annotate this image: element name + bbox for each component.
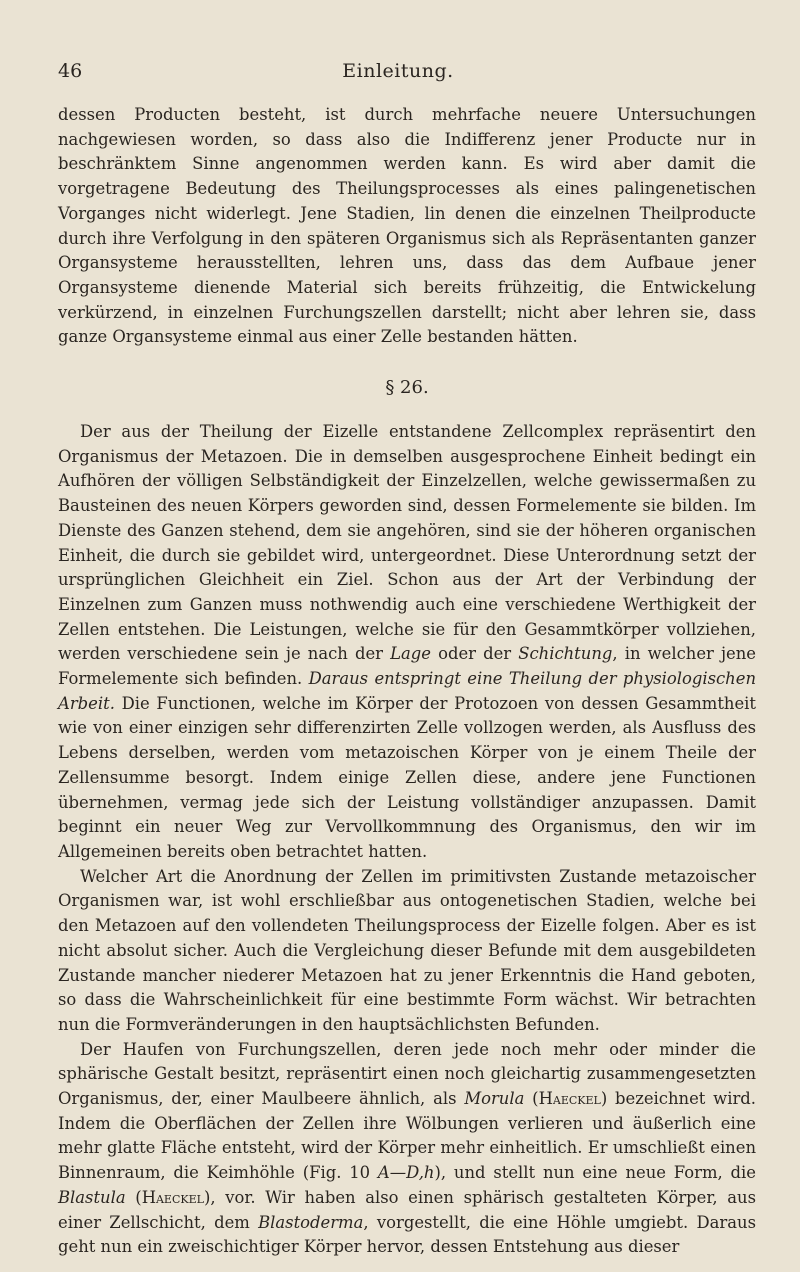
text-run: Die Functionen, welche im Körper der Protozoen von dessen Gesammtheit wie von einer einzigen sehr differenzirten Zelle vollzogen werden, als Ausfluss des Lebens derselben, werden vom metazoischen Körper von je einem Theile der Zellensumme besorgt. Indem einige Zellen diese, andere jene Functionen übernehmen, vermag jede sich der Leistung vollständiger anzupassen. Damit beginnt ein neuer Weg zur Vervollkommnung des Organismus, den wir im Allgemeinen bereits oben betrachtet hatten. (58, 693, 756, 861)
term-blastoderma: Blastoderma (258, 1212, 364, 1232)
page-header (58, 60, 738, 90)
page-number: 46 (58, 60, 83, 82)
term-blastula: Blastula (58, 1187, 126, 1207)
body-text (58, 103, 756, 1260)
author-haeckel: Haeckel (538, 1089, 601, 1109)
text-run: oder der (430, 644, 519, 664)
paragraph-4 (58, 1038, 756, 1260)
text-run: ) bezeichnet wird. Indem die Oberflächen der Zellen ihre Wölbungen verlieren und äußerlich eine mehr glatte Fläche entsteht, wird der Körper mehr einheitlich. Er umschließt einen Binnenraum, die Keimhöhle (Fig. 10 (58, 1089, 756, 1183)
paragraph-3: Welcher Art die Anordnung der Zellen im primitivsten Zustande metazoischer Organismen war, ist wohl erschließbar aus ontogenetischen Stadien, welche bei den Metazoen auf den vollendeten Theilungsprocess der Eizelle folgen. Aber es ist nicht absolut sicher. Auch die Vergleichung dieser Befunde mit dem ausgebildeten Zustande mancher niederer Metazoen hat zu jener Erkenntnis die Hand geboten, so dass die Wahrscheinlichkeit für eine bestimmte Form wächst. Wir betrachten nun die Formveränderungen in den hauptsächlichsten Befunden. (58, 866, 756, 1034)
emphasis-thesis: Daraus entspringt eine Theilung der physiologischen Arbeit. (58, 669, 756, 713)
paragraph-2 (58, 420, 756, 865)
section-heading: § 26. (385, 377, 429, 399)
paragraph-1: dessen Producten besteht, ist durch mehrfache neuere Untersuchungen nachgewiesen worden, so dass also die Indifferenz jener Producte nur in beschränktem Sinne angenommen werden kann. Es wird aber damit die vorgetragene Bedeutung des Theilungsprocesses als eines palingenetischen Vorganges nicht widerlegt. Jene Stadien, lin denen die einzelnen Theilproducte durch ihre Verfolgung in den späteren Organismus sich als Repräsentanten ganzer Organsysteme herausstellten, lehren uns, dass das dem Aufbaue jener Organsysteme dienende Material sich bereits frühzeitig, die Entwickelung verkürzend, in einzelnen Furchungszellen darstellt; nicht aber lehren sie, dass ganze Organsysteme einmal aus einer Zelle bestanden hätten. (58, 105, 756, 347)
text-run: Der Haufen von Furchungszellen, deren jede noch mehr oder minder die sphärische Gestalt besitzt, repräsentirt einen noch gleichartig zusammengesetzten Organismus, der, einer Maulbeere ähnlich, als (58, 1039, 756, 1109)
emphasis-lage: Lage (390, 644, 431, 664)
emphasis-schichtung: Schichtung (518, 644, 613, 664)
text-run: ), vor. Wir haben also einen sphärisch gestalteten Körper, aus einer Zellschicht, dem (58, 1187, 756, 1232)
text-run: ( (125, 1187, 142, 1207)
figure-reference: A—D,h (377, 1163, 435, 1183)
running-title: Einleitung. (342, 60, 454, 82)
text-run: , in welcher jene Formelemente sich befinden. (58, 644, 756, 689)
text-run: ( (524, 1089, 539, 1109)
text-run: , vorgestellt, die eine Höhle umgiebt. Daraus geht nun ein zweischichtiger Körper hervor, dessen Entstehung aus dieser (58, 1212, 756, 1257)
term-morula: Morula (464, 1089, 525, 1109)
author-haeckel: Haeckel (141, 1187, 204, 1207)
text-run: Der aus der Theilung der Eizelle entstandene Zellcomplex repräsentirt den Organismus der Metazoen. Die in demselben ausgesprochene Einheit bedingt ein Aufhören der völligen Selbständigkeit der Einzelzellen, welche gewissermaßen zu Bausteinen des neuen Körpers geworden sind, dessen Formelemente sie bilden. Im Dienste des Ganzen stehend, dem sie angehören, sind sie der höheren organischen Einheit, die durch sie gebildet wird, untergeordnet. Diese Unterordnung setzt der ursprünglichen Gleichheit ein Ziel. Schon aus der Art der Verbindung der Einzelnen zum Ganzen muss nothwendig auch eine verschiedene Werthigkeit der Zellen entstehen. Die Leistungen, welche sie für den Gesammtkörper vollziehen, werden verschiedene sein je nach der (58, 422, 756, 664)
text-run: ), und stellt nun eine neue Form, die (434, 1163, 756, 1183)
